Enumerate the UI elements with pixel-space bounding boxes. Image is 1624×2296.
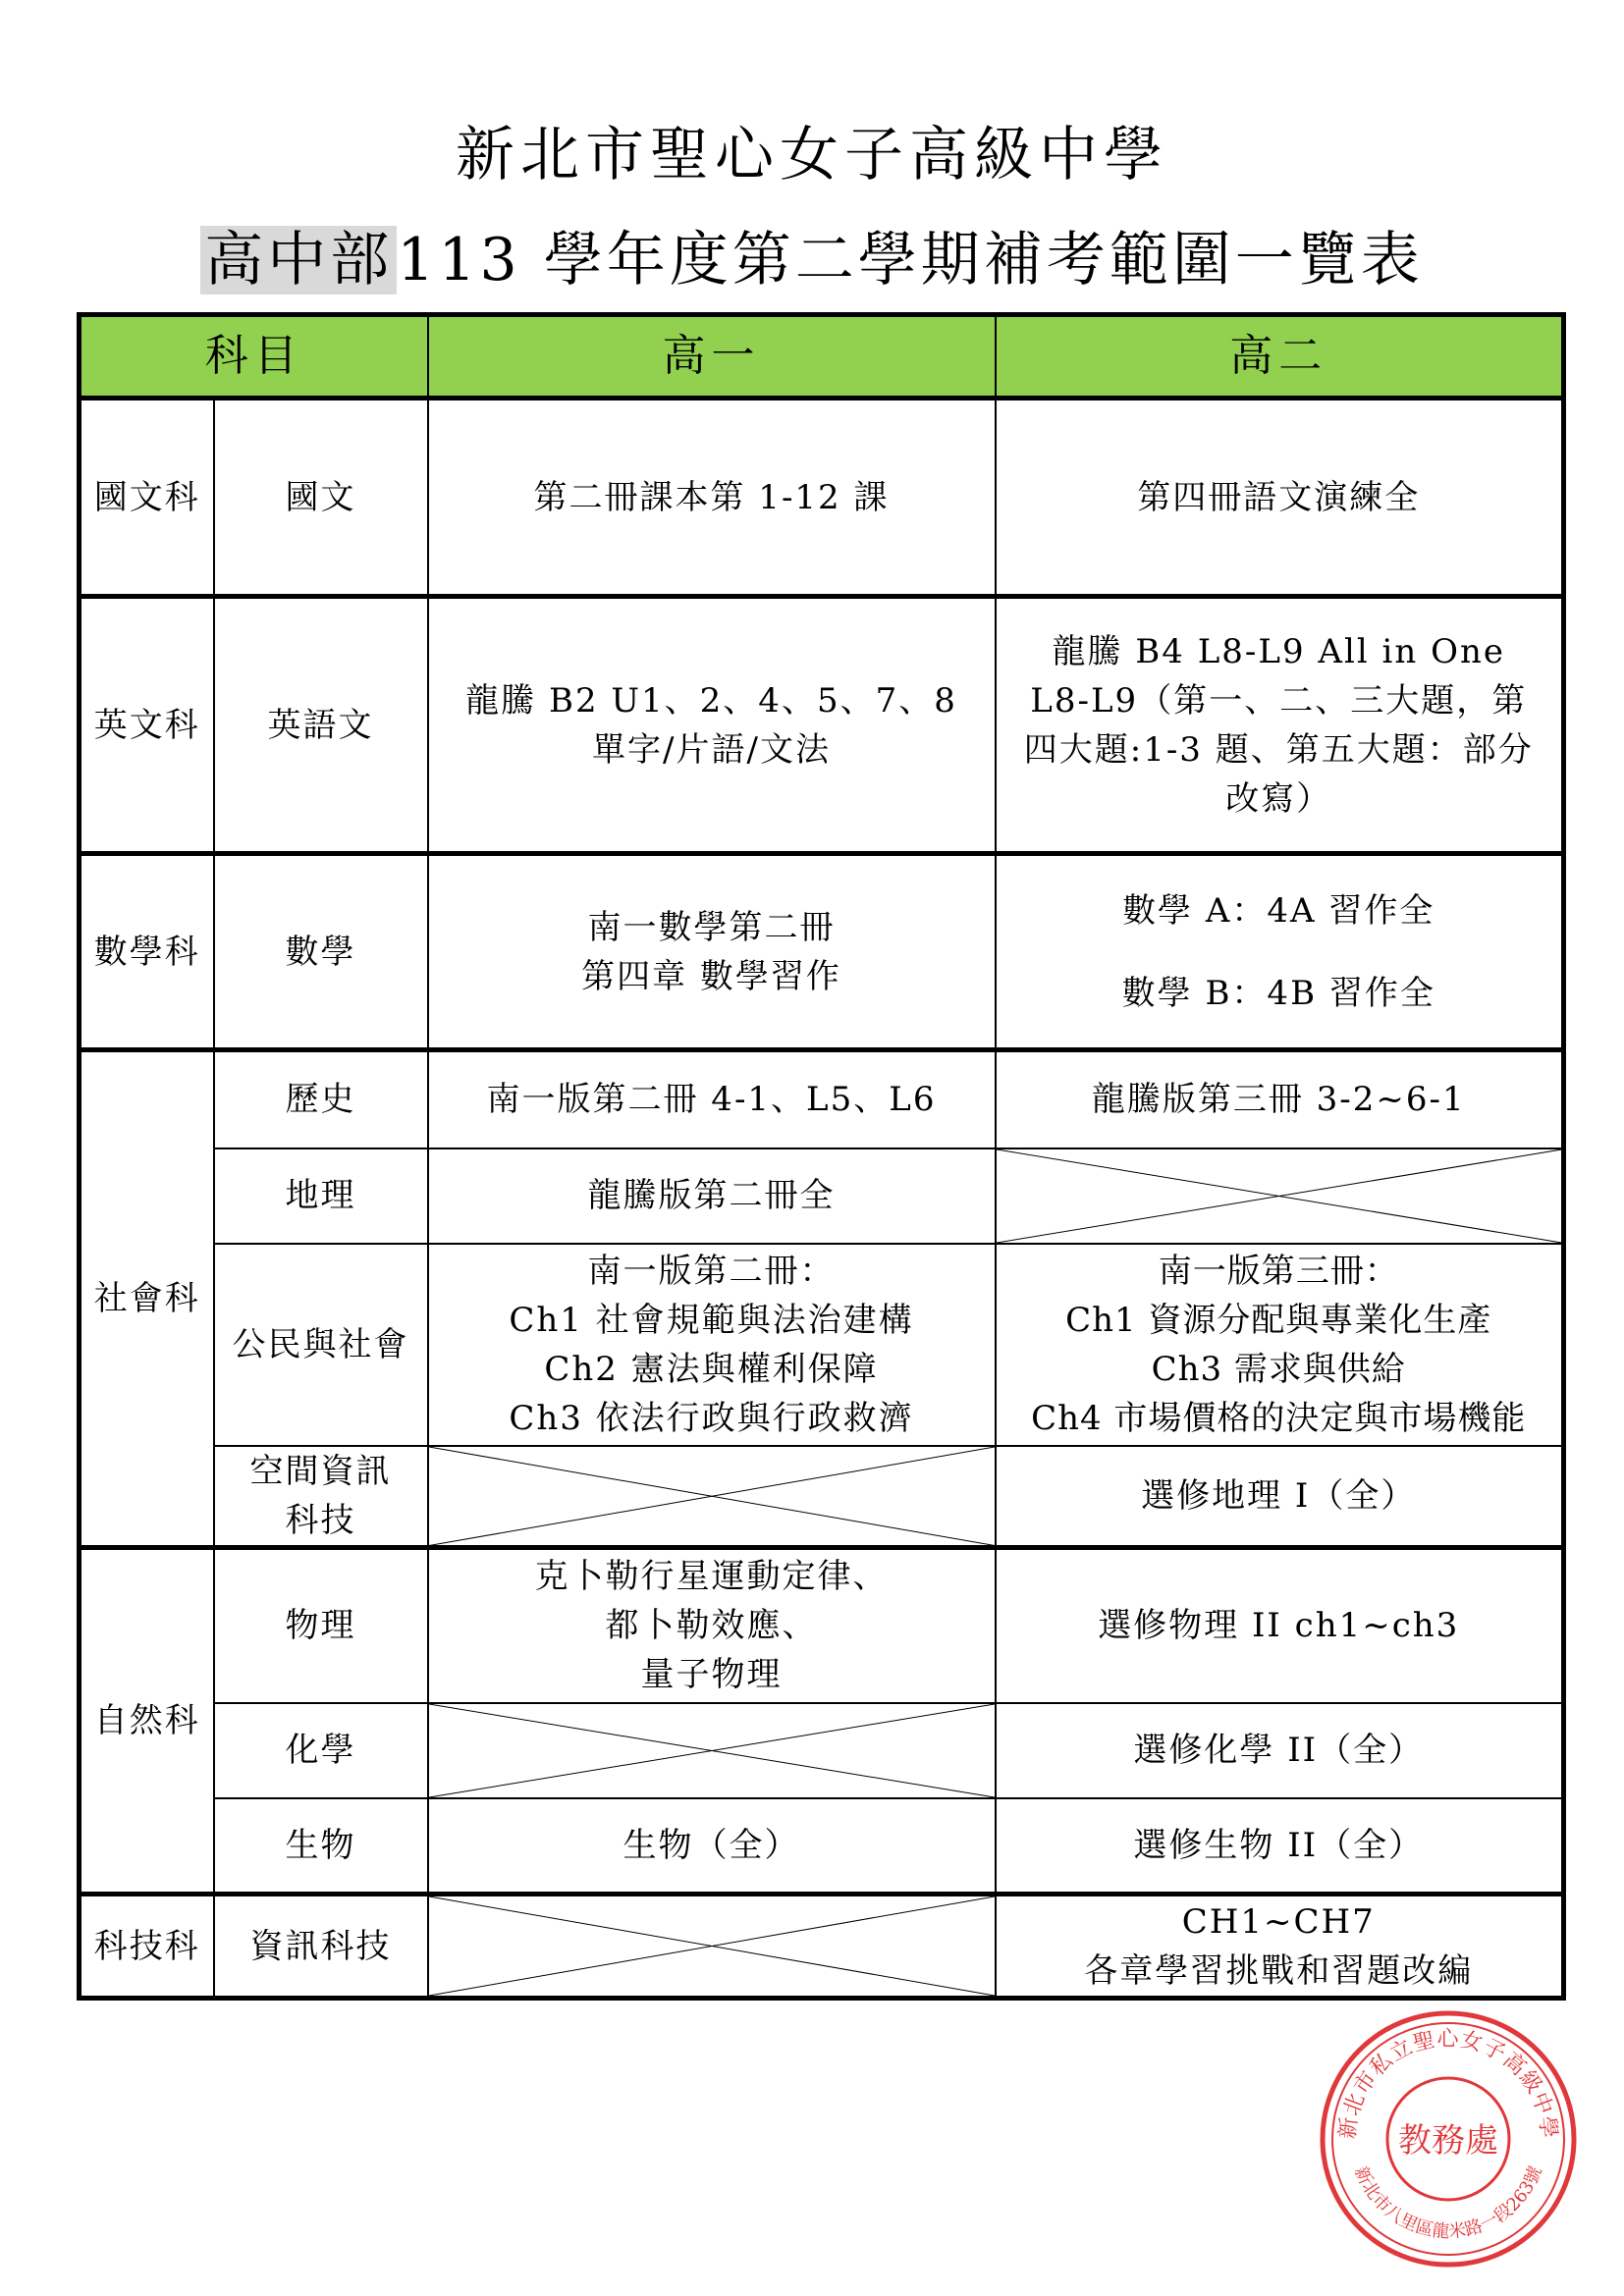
table-row: [80, 1244, 1564, 1446]
english-g2-line: 四大題:1-3 題、第五大題：部分: [1023, 729, 1534, 770]
civics-g2-line: Ch1 資源分配與專業化生產: [1065, 1300, 1492, 1340]
empty-cell-crossed: [428, 1895, 996, 1999]
civics-g1-line: 南一版第二冊：: [587, 1251, 836, 1291]
civics-g2-line: Ch4 市場價格的決定與市場機能: [1031, 1398, 1527, 1438]
table-row: [80, 1703, 1564, 1798]
empty-cell-crossed: [428, 1446, 996, 1548]
course-civics: 公民與社會: [214, 1244, 428, 1446]
dept-english: 英文科: [80, 597, 214, 854]
physics-g1-line: 克卜勒行星運動定律、: [534, 1557, 889, 1597]
math-grade1: [428, 854, 996, 1050]
seal-bottom-text: 新北市八里區龍米路一段263號: [1350, 2163, 1546, 2243]
chinese-grade2: 第四冊語文演練全: [996, 399, 1564, 597]
dept-social: 社會科: [80, 1050, 214, 1548]
tech-g2-line: CH1~CH7: [1181, 1901, 1376, 1942]
history-grade2: 龍騰版第三冊 3-2~6-1: [996, 1050, 1564, 1148]
english-g2-line: 龍騰 B4 L8-L9 All in One: [1052, 631, 1506, 671]
physics-g1-line: 都卜勒效應、: [605, 1606, 818, 1646]
table-row: [80, 854, 1564, 1050]
history-grade1: 南一版第二冊 4-1、L5、L6: [428, 1050, 996, 1148]
biology-grade1: 生物（全）: [428, 1798, 996, 1895]
geography-grade1: 龍騰版第二冊全: [428, 1148, 996, 1244]
course-english: 英語文: [214, 597, 428, 854]
tech-g2-line: 各章學習挑戰和習題改編: [1084, 1950, 1474, 1991]
header-grade1: 高一: [428, 315, 996, 399]
math-g2-line: 數學 A：4A 習作全: [1122, 890, 1435, 931]
course-gis: [214, 1446, 428, 1548]
table-row: [80, 1798, 1564, 1895]
english-g2-line: 改寫）: [1225, 778, 1332, 819]
civics-g1-line: Ch3 依法行政與行政救濟: [509, 1398, 914, 1438]
division-label: 高中部: [200, 226, 397, 294]
math-grade2: [996, 854, 1564, 1050]
civics-g1-line: Ch2 憲法與權利保障: [544, 1349, 879, 1389]
empty-cell-crossed: [428, 1703, 996, 1798]
english-grade2: [996, 597, 1564, 854]
gis-grade2: 選修地理 I（全）: [996, 1446, 1564, 1548]
math-g1-line: 南一數學第二冊: [587, 907, 836, 947]
civics-grade2: [996, 1244, 1564, 1446]
course-biology: 生物: [214, 1798, 428, 1895]
physics-g1-line: 量子物理: [640, 1655, 783, 1695]
dept-tech: 科技科: [80, 1895, 214, 1999]
table-row: [80, 597, 1564, 854]
gis-course-line: 科技: [285, 1500, 356, 1540]
table-row: [80, 1895, 1564, 1999]
exam-scope-table: [77, 312, 1566, 2001]
course-chinese: 國文: [214, 399, 428, 597]
seal-center-text: 教務處: [1398, 2121, 1498, 2161]
svg-text:新北市八里區龍米路一段263號: [1350, 2163, 1546, 2242]
dept-science: 自然科: [80, 1548, 214, 1895]
course-tech: 資訊科技: [214, 1895, 428, 1999]
table-header-row: [80, 315, 1564, 399]
civics-g1-line: Ch1 社會規範與法治建構: [509, 1300, 914, 1340]
english-g1-line: 單字/片語/文法: [592, 729, 831, 770]
course-chemistry: 化學: [214, 1703, 428, 1798]
school-name: 新北市聖心女子高級中學: [456, 121, 1168, 189]
course-physics: 物理: [214, 1548, 428, 1703]
gis-course-line: 空間資訊: [249, 1451, 392, 1491]
chinese-grade1: 第二冊課本第 1-12 課: [428, 399, 996, 597]
table-row: [80, 1148, 1564, 1244]
course-history: 歷史: [214, 1050, 428, 1148]
official-seal-stamp: [1316, 2006, 1581, 2271]
course-geography: 地理: [214, 1148, 428, 1244]
empty-cell-crossed: [996, 1148, 1564, 1244]
chemistry-grade2: 選修化學 II（全）: [996, 1703, 1564, 1798]
table-row: [80, 1548, 1564, 1703]
header-subject: 科目: [80, 315, 428, 399]
civics-g2-line: Ch3 需求與供給: [1151, 1349, 1406, 1389]
physics-grade2: 選修物理 II ch1~ch3: [996, 1548, 1564, 1703]
title-text: 113 學年度第二學期補考範圍一覽表: [397, 226, 1424, 294]
table-row: [80, 1050, 1564, 1148]
tech-grade2: [996, 1895, 1564, 1999]
civics-g2-line: 南一版第三冊：: [1158, 1251, 1399, 1291]
table-row: [80, 399, 1564, 597]
dept-math: 數學科: [80, 854, 214, 1050]
header-grade2: 高二: [996, 315, 1564, 399]
math-g2-line: 數學 B：4B 習作全: [1121, 973, 1435, 1013]
english-grade1: [428, 597, 996, 854]
course-math: 數學: [214, 854, 428, 1050]
document-title: [0, 218, 1624, 302]
english-g2-line: L8-L9（第一、二、三大題，第: [1030, 680, 1528, 721]
math-g1-line: 第四章 數學習作: [581, 956, 841, 996]
dept-chinese: 國文科: [80, 399, 214, 597]
biology-grade2: 選修生物 II（全）: [996, 1798, 1564, 1895]
english-g1-line: 龍騰 B2 U1、2、4、5、7、8: [465, 680, 957, 721]
civics-grade1: [428, 1244, 996, 1446]
table-row: [80, 1446, 1564, 1548]
physics-grade1: [428, 1548, 996, 1703]
seal-top-text: 新北市私立聖心女子高級中學: [1335, 2027, 1561, 2141]
